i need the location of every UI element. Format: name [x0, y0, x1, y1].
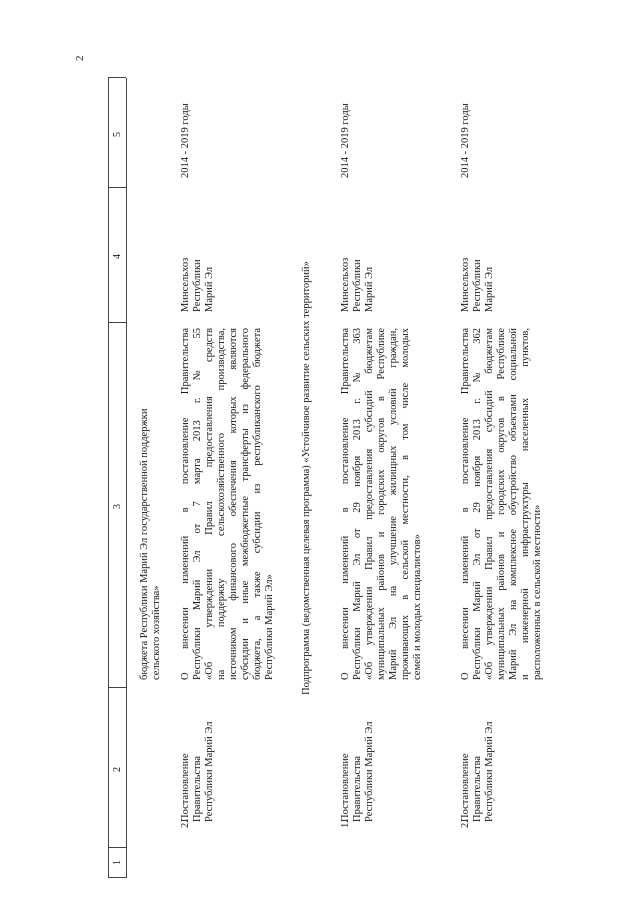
document-description: О внесении изменений в постановление Правительства Республики Марий Эл от 29 ноября 2013 г. № 363 «Об утверждении Правил предоставления субсидий бюджетам муниципальных районов и городских округов в Республике Марий Эл на улучшение жилищных условий граждан, проживающих в сельской местности, в том числе молодых семей и молодых специалистов»: [340, 328, 423, 680]
rotated-table-page: [108, 78, 608, 878]
table-top-border: [108, 78, 109, 878]
document-type: Постановление Правительства Республики Марий Эл: [180, 721, 215, 822]
subprogram-title: Подпрограмма (ведомственная целевая программа) «Устойчивое развитие сельских территорий»: [301, 261, 312, 695]
row-number: 2.: [460, 820, 471, 828]
period: 2014 - 2019 годы: [180, 103, 191, 178]
period: 2014 - 2019 годы: [340, 103, 351, 178]
table-header-bottom-border: [126, 78, 127, 878]
document-type: Постановление Правительства Республики Марий Эл: [340, 721, 375, 822]
page-number: 2: [74, 55, 86, 61]
column-number-1: 1: [112, 860, 123, 865]
continuation-text: бюджета Республики Марий Эл государственной поддержки сельского хозяйства»: [139, 408, 162, 680]
document-description: О внесении изменений в постановление Правительства Республики Марий Эл от 29 ноября 2013 г. № 362 «Об утверждении Правил предоставления субсидий бюджетам муниципальных районов и городских округов в Республике Марий Эл на комплексное обустройство объектами социальной и инженерной инфраструктуры населенных пунктов, расположенных в сельской местности»: [460, 328, 543, 680]
document-type: Постановление Правительства Республики Марий Эл: [460, 721, 495, 822]
executor: Минсельхоз Республики Марий Эл: [460, 257, 495, 312]
document-description: О внесении изменений в постановление Правительства Республики Марий Эл от 7 марта 2013 г. № 55 «Об утверждении Правил предоставления средств на поддержку сельскохозяйственного производства, источником финансового обеспечения которых являются субсидии и иные межбюджетные трансферты из федерального бюджета, а также субсидии из республиканского бюджета Республики Марий Эл»: [180, 328, 275, 680]
column-number-5: 5: [112, 132, 123, 137]
executor: Минсельхоз Республики Марий Эл: [180, 257, 215, 312]
column-number-3: 3: [112, 504, 123, 509]
column-number-2: 2: [112, 767, 123, 772]
row-number: 1.: [340, 820, 351, 828]
column-number-4: 4: [112, 254, 123, 259]
executor: Минсельхоз Республики Марий Эл: [340, 257, 375, 312]
period: 2014 - 2019 годы: [460, 103, 471, 178]
row-number: 2.: [180, 820, 191, 828]
